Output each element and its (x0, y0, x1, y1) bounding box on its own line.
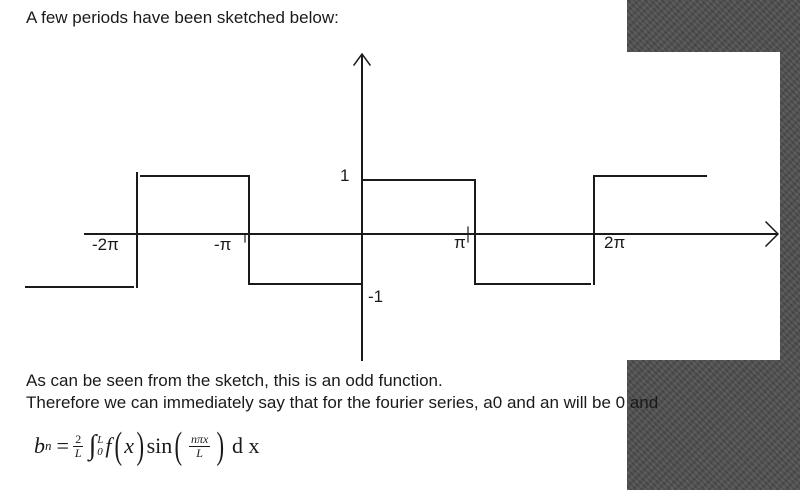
formula-equals: = (56, 433, 69, 458)
formula-coefficient (73, 433, 84, 460)
x-label-pi: π (454, 233, 466, 252)
formula-sin-argument (189, 433, 210, 460)
paragraph-line-2: Therefore we can immediately say that for the fourier series, a0 and an will be 0 and (26, 393, 659, 412)
integral-lower-limit: 0 (97, 446, 103, 458)
formula-lhs: b (34, 433, 45, 458)
sin-argument-numerator: nπx (190, 431, 209, 446)
formula-sin: sin (146, 433, 173, 458)
y-label-1: 1 (340, 166, 350, 185)
formula-lhs-subscript: n (45, 438, 52, 453)
paragraph-line-1: As can be seen from the sketch, this is an odd function. (26, 371, 443, 390)
bn-formula: b n = $\frac{2}{L}$ ∫ L 0 f ( x ) sin ( $\frac{\text{nπx}}{L}$ ) d x (34, 425, 260, 467)
x-label-neg-pi: -π (214, 235, 232, 254)
integral-upper-limit: L (97, 434, 104, 446)
coefficient-numerator: 2 (75, 431, 82, 446)
integral-sign: ∫ (88, 430, 97, 461)
formula-differential: d x (231, 433, 260, 458)
x-label-neg-2pi: -2π (92, 235, 119, 254)
intro-text: A few periods have been sketched below: (26, 8, 339, 27)
formula-function: f (105, 433, 112, 458)
y-label-neg-1: -1 (368, 287, 384, 306)
sin-argument-denominator: L (196, 445, 203, 460)
x-label-2pi: 2π (604, 233, 626, 252)
coefficient-denominator: L (74, 445, 82, 460)
formula-argument: x (124, 433, 134, 458)
integral-limits (97, 434, 103, 458)
